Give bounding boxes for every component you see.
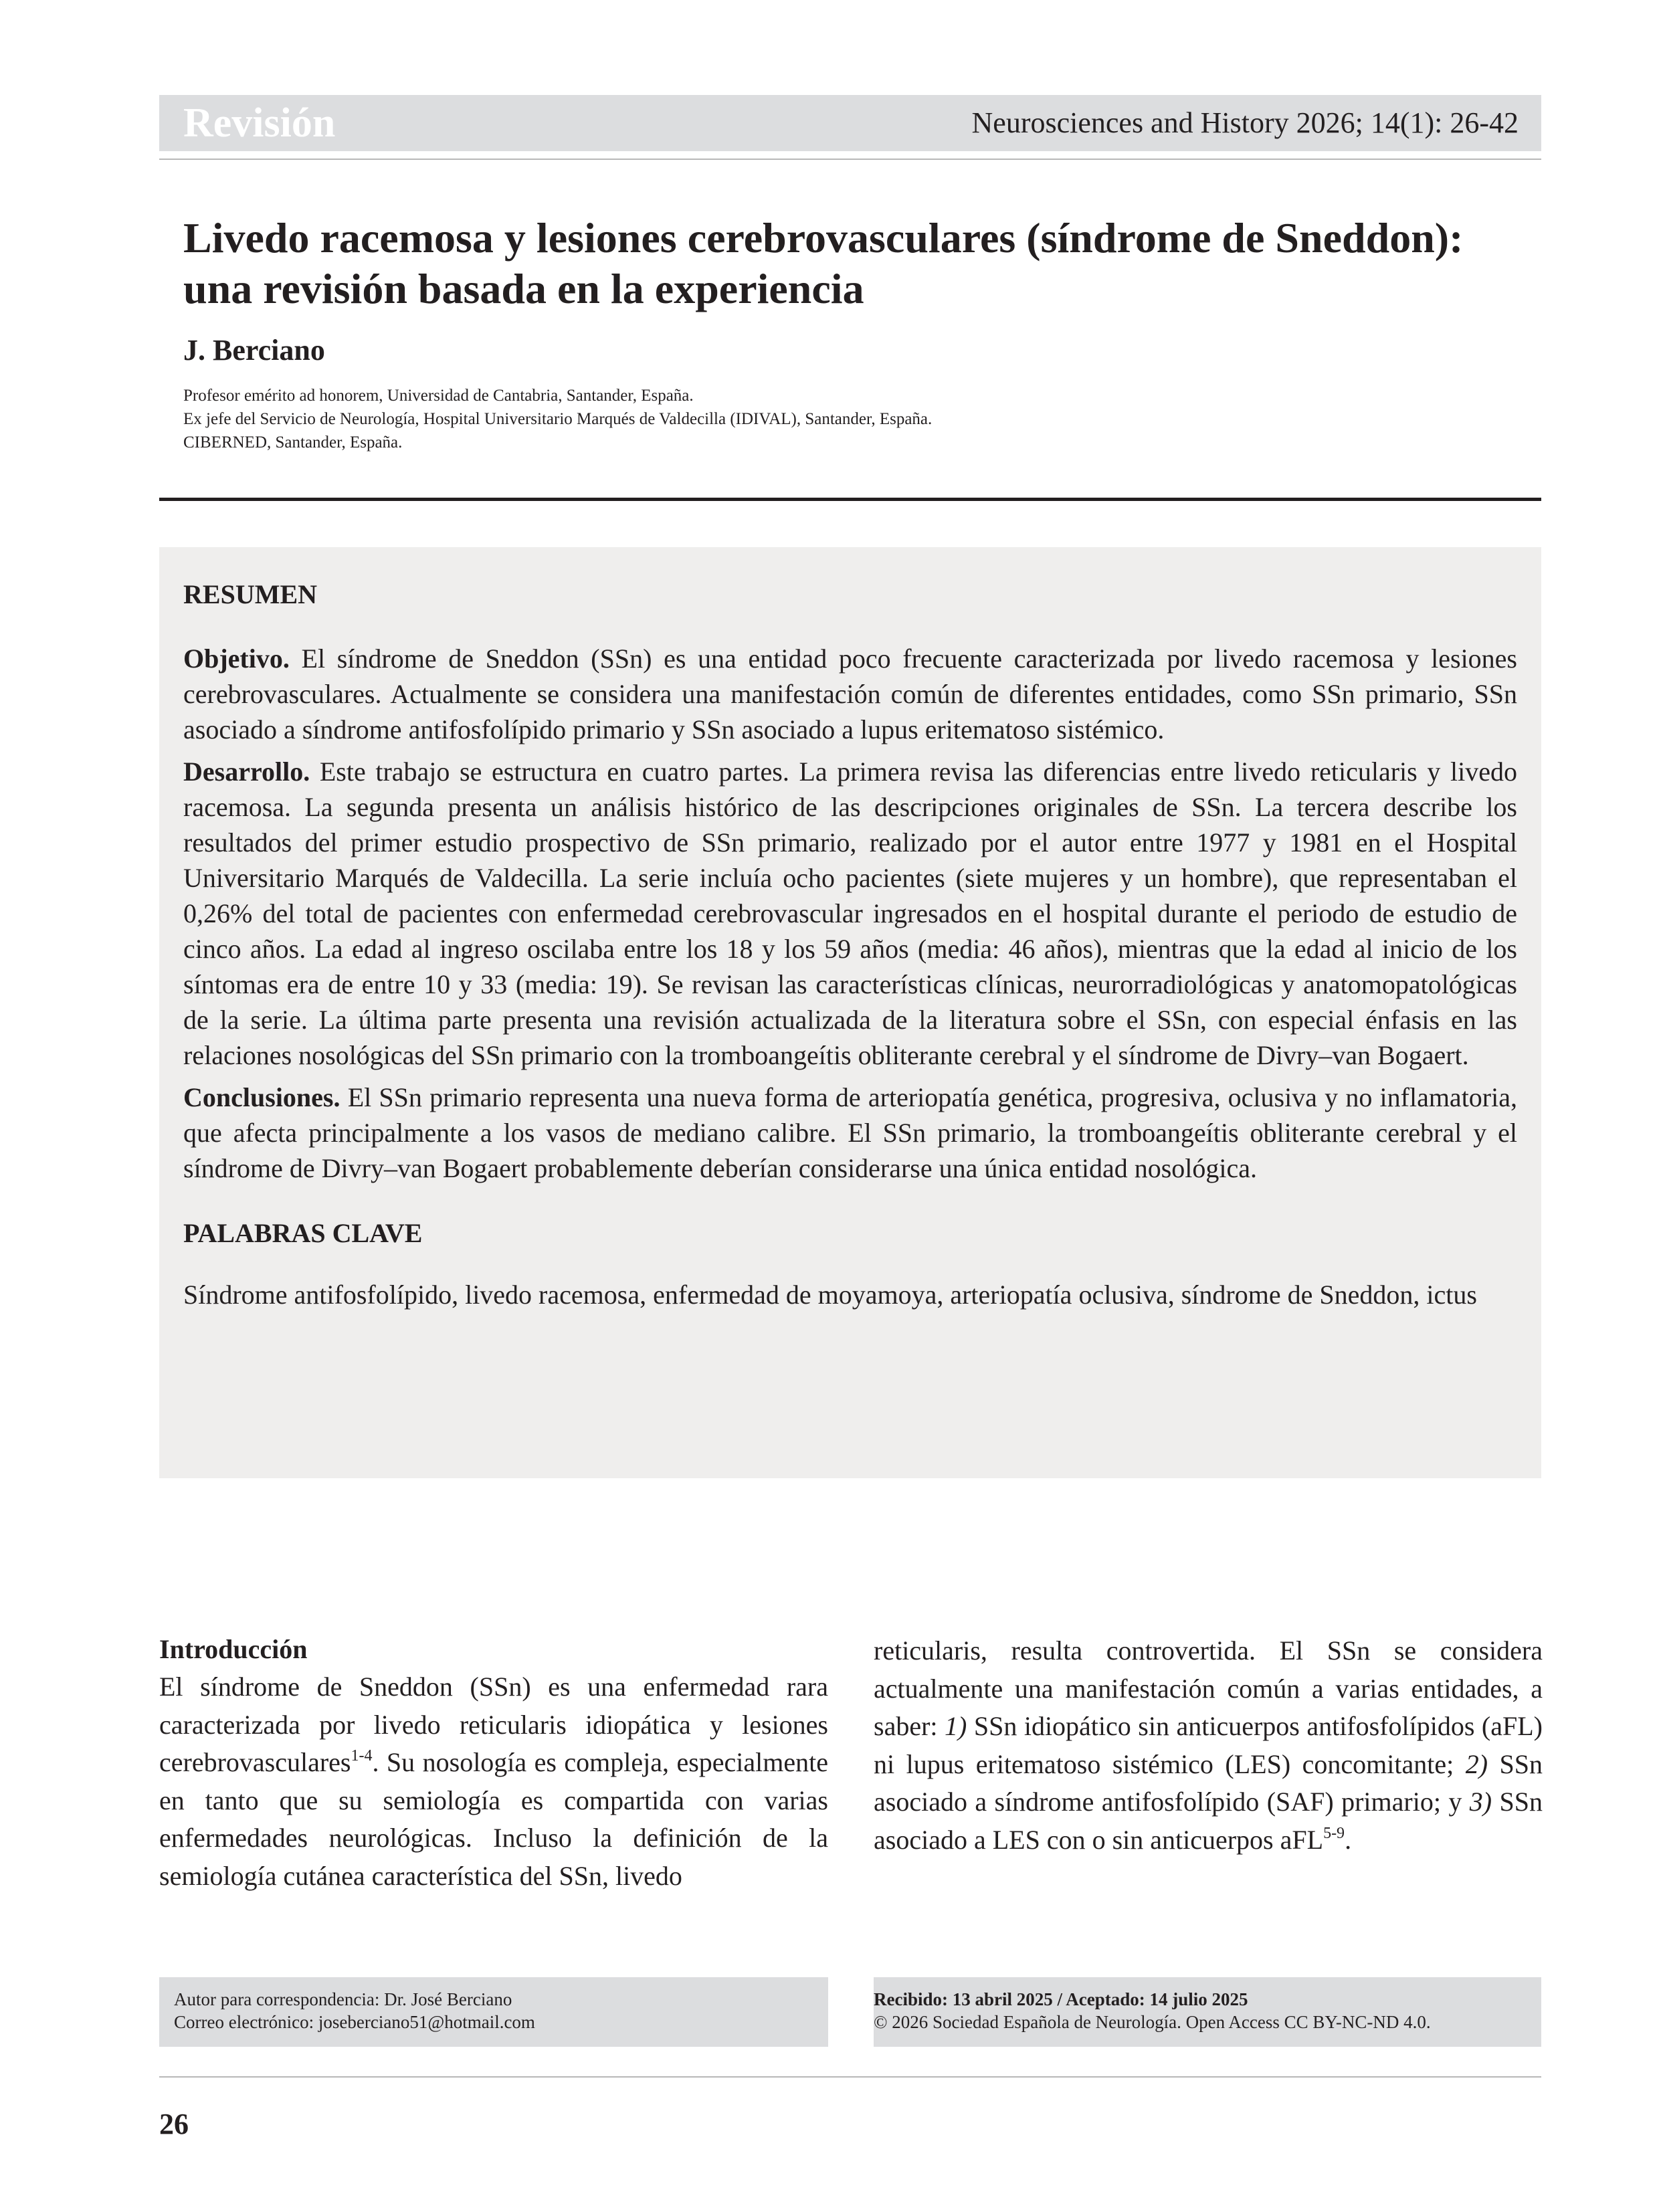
intro-text-7: . [1345, 1824, 1352, 1855]
keywords-heading: PALABRAS CLAVE [183, 1218, 423, 1248]
development-text: Este trabajo se estructura en cuatro partes. La primera revisa las diferencias entre livedo reticularis y livedo racemosa. La segunda presenta un análisis histórico de las descripciones originales de SSn. La tercera describe los resultados del primer estudio prospectivo de SSn primario, realizado por el autor entre 1977 y 1981 en el Hospital Universitario Marqués de Valdecilla. La serie incluía ocho pacientes (siete mujeres y un hombre), que representaban el 0,26% del total de pacientes con enfermedad cerebrovascular ingresados en el hospital durante el periodo de estudio de cinco años. La edad al ingreso oscilaba entre los 18 y los 59 años (media: 46 años), mientras que la edad al inicio de los síntomas era de entre 10 y 33 (media: 19). Se revisan las características clínicas, neurorradiológicas y anatomopatológicas de la serie. La última parte presenta una revisión actualizada de la literatura sobre el SSn, con especial énfasis en las relaciones nosológicas del SSn primario con la tromboangeítis obliterante cerebral y el síndrome de Divry–van Bogaert. [183, 757, 1517, 1070]
title-line-2: una revisión basada en la experiencia [183, 265, 864, 312]
copyright-notice: © 2026 Sociedad Española de Neurología. Open Access CC BY-NC-ND 4.0. [874, 2012, 1431, 2032]
intro-text-3: reticularis, resulta controvertida. El SSn se considera actualmente una manifestación común a varias entidades, a saber: [874, 1635, 1543, 1741]
intro-text-1: El síndrome de Sneddon (SSn) es una enfermedad rara caracterizada por livedo reticularis idiopática y lesiones cerebrovasculares [159, 1672, 828, 1777]
correspondence-author: Autor para correspondencia: Dr. José Berciano [174, 1989, 512, 2009]
citation-superscript: 1-4 [351, 1747, 373, 1765]
intro-text-6: SSn asociado a LES con o sin anticuerpos aFL [874, 1787, 1543, 1855]
section-label: Revisión [183, 100, 336, 146]
enum-2: 2) [1465, 1748, 1488, 1779]
objective-label: Objetivo. [183, 643, 290, 674]
intro-text-2: . Su nosología es compleja, especialmente en tanto que su semiología es compartida con varias enfermedades neurológicas. Incluso la definición de la semiología cutánea característica del SSn, livedo [159, 1747, 828, 1891]
body-column-left [159, 1631, 828, 1895]
objective-text: El síndrome de Sneddon (SSn) es una entidad poco frecuente caracterizada por livedo racemosa y lesiones cerebrovasculares. Actualmente se considera una manifestación común de diferentes entidades, como SSn primario, SSn asociado a síndrome antifosfolípido primario y SSn asociado a lupus eritematoso sistémico. [183, 643, 1517, 744]
abstract-conclusions [183, 1080, 1517, 1186]
page-number: 26 [159, 2108, 189, 2140]
footer-divider [159, 2076, 1541, 2078]
footer-boxes [159, 1977, 1541, 2047]
header-bar [159, 95, 1541, 151]
received-accepted-dates: Recibido: 13 abril 2025 / Aceptado: 14 julio 2025 [874, 1989, 1248, 2009]
journal-citation: Neurosciences and History 2026; 14(1): 26-42 [971, 106, 1519, 139]
correspondence-email: Correo electrónico: joseberciano51@hotmail.com [174, 2012, 535, 2032]
affiliations [183, 384, 932, 454]
abstract-objective [183, 641, 1517, 747]
correspondence-box [159, 1977, 828, 2047]
title-divider [159, 498, 1541, 501]
intro-text-5: SSn asociado a síndrome antifosfolípido (SAF) primario; y [874, 1748, 1543, 1817]
header-divider [159, 159, 1541, 160]
enum-1: 1) [945, 1711, 967, 1741]
conclusions-text: El SSn primario representa una nueva forma de arteriopatía genética, progresiva, oclusiva y no inflamatoria, que afecta principalmente a los vasos de mediano calibre. El SSn primario, la tromboangeítis obliterante cerebral y el síndrome de Divry–van Bogaert probablemente deberían considerarse una única entidad nosológica. [183, 1082, 1517, 1183]
keywords-text: Síndrome antifosfolípido, livedo racemosa, enfermedad de moyamoya, arteriopatía oclusiva, síndrome de Sneddon, ictus [183, 1280, 1477, 1310]
intro-heading: Introducción [159, 1634, 308, 1664]
body-column-right [874, 1632, 1543, 1859]
dates-box [874, 1977, 1541, 2047]
title-line-1: Livedo racemosa y lesiones cerebrovasculares (síndrome de Sneddon): [183, 214, 1464, 262]
intro-text-4: SSn idiopático sin anticuerpos antifosfolípidos (aFL) ni lupus eritematoso sistémico (LES) concomitante; [874, 1711, 1543, 1779]
intro-paragraph [159, 1668, 828, 1895]
intro-paragraph-continued [874, 1632, 1543, 1859]
author-name: J. Berciano [183, 334, 325, 367]
development-label: Desarrollo. [183, 757, 310, 787]
affiliation-item: Profesor emérito ad honorem, Universidad de Cantabria, Santander, España. [183, 387, 694, 405]
abstract-development [183, 754, 1517, 1073]
enum-3: 3) [1469, 1787, 1492, 1817]
affiliation-item: CIBERNED, Santander, España. [183, 433, 403, 451]
citation-superscript: 5-9 [1323, 1824, 1345, 1842]
article-title [183, 213, 1535, 314]
conclusions-label: Conclusiones. [183, 1082, 340, 1112]
abstract-box [159, 547, 1541, 1478]
abstract-heading: RESUMEN [183, 579, 318, 609]
affiliation-item: Ex jefe del Servicio de Neurología, Hospital Universitario Marqués de Valdecilla (IDIVAL), Santander, España. [183, 410, 933, 428]
